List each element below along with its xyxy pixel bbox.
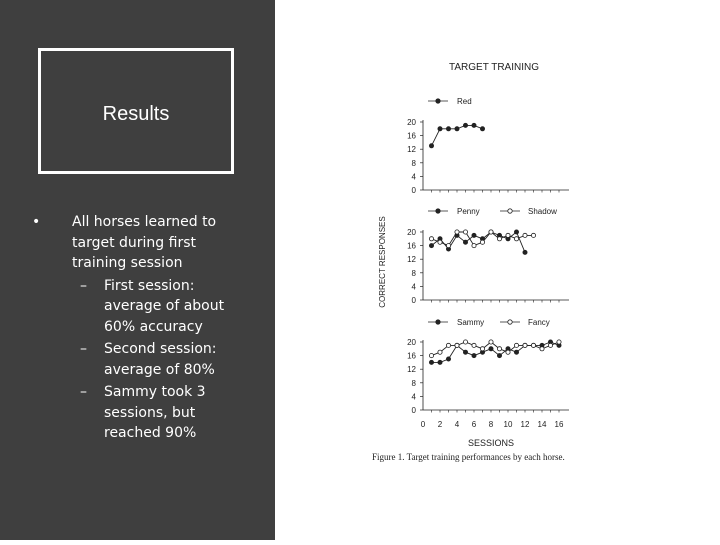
legend-label: Red — [457, 97, 472, 106]
data-point-red — [429, 144, 433, 148]
x-tick-label: 10 — [503, 420, 513, 429]
data-point-fancy — [514, 343, 518, 347]
data-point-penny — [514, 230, 518, 234]
x-tick-label: 16 — [554, 420, 564, 429]
x-tick-label: 0 — [420, 420, 426, 429]
legend-label: Fancy — [528, 318, 550, 327]
dash-icon: – — [80, 341, 87, 357]
dash-icon: – — [80, 277, 87, 294]
data-point-penny — [472, 233, 476, 237]
data-point-shadow — [463, 230, 467, 234]
x-tick-label: 6 — [471, 420, 477, 429]
y-tick-label: 8 — [411, 158, 416, 168]
y-tick-label: 4 — [411, 392, 416, 402]
data-point-fancy — [497, 347, 501, 351]
sub-bullet-text: Second session: average of 80% — [104, 341, 217, 378]
y-tick-label: 0 — [411, 296, 416, 305]
data-point-shadow — [506, 233, 510, 237]
data-point-shadow — [480, 240, 484, 244]
y-tick-label: 12 — [407, 145, 416, 155]
data-point-red — [446, 127, 450, 131]
x-tick-label: 14 — [537, 420, 547, 429]
data-point-sammy — [489, 347, 493, 351]
data-point-shadow — [446, 244, 450, 248]
data-point-sammy — [472, 354, 476, 358]
y-tick-label: 20 — [407, 228, 416, 237]
sub-bullet-item — [72, 339, 242, 380]
legend-label: Shadow — [528, 207, 557, 216]
slide-title: Results — [102, 103, 170, 125]
y-tick-label: 20 — [407, 338, 416, 347]
data-point-shadow — [531, 233, 535, 237]
data-point-shadow — [489, 230, 493, 234]
x-tick-label: 2 — [437, 420, 443, 429]
data-point-penny — [523, 250, 527, 254]
data-point-red — [463, 123, 467, 127]
data-point-shadow — [429, 237, 433, 241]
figure-caption: Figure 1. Target training performances by each horse. — [372, 452, 565, 462]
left-panel — [0, 0, 275, 540]
chart-title: TARGET TRAINING — [448, 62, 540, 73]
data-point-shadow — [455, 230, 459, 234]
legend-marker — [508, 209, 512, 213]
data-point-shadow — [438, 240, 442, 244]
data-point-fancy — [480, 347, 484, 351]
data-point-red — [472, 123, 476, 127]
y-tick-label: 16 — [407, 351, 416, 361]
data-point-fancy — [557, 340, 561, 344]
data-point-red — [438, 127, 442, 131]
y-tick-label: 8 — [411, 378, 416, 388]
series-line-penny — [432, 232, 526, 252]
data-point-shadow — [523, 233, 527, 237]
data-point-shadow — [472, 244, 476, 248]
data-point-sammy — [429, 360, 433, 364]
legend-label: Penny — [457, 207, 480, 216]
data-point-fancy — [455, 343, 459, 347]
x-axis-label: SESSIONS — [467, 438, 515, 448]
data-point-fancy — [506, 350, 510, 354]
bullet-list — [32, 212, 242, 444]
data-point-penny — [429, 244, 433, 248]
bullet-item — [32, 212, 242, 274]
data-point-fancy — [463, 340, 467, 344]
legend-label: Sammy — [457, 318, 485, 327]
data-point-fancy — [548, 343, 552, 347]
data-point-sammy — [497, 354, 501, 358]
data-point-red — [455, 127, 459, 131]
data-point-sammy — [514, 350, 518, 354]
legend-marker — [436, 320, 440, 324]
legend-marker — [436, 99, 440, 103]
y-tick-label: 8 — [411, 268, 416, 278]
x-tick-label: 8 — [488, 420, 494, 429]
data-point-fancy — [472, 343, 476, 347]
legend-marker — [508, 320, 512, 324]
y-tick-label: 4 — [411, 282, 416, 292]
y-tick-label: 16 — [407, 241, 416, 251]
x-tick-label: 12 — [520, 420, 530, 429]
y-tick-label: 12 — [407, 255, 416, 265]
y-tick-label: 4 — [411, 172, 416, 182]
data-point-fancy — [540, 347, 544, 351]
y-tick-label: 20 — [407, 118, 416, 127]
data-point-fancy — [531, 343, 535, 347]
sub-bullet-text: First session: average of about 60% accuracy — [104, 277, 225, 335]
dash-icon: – — [80, 384, 87, 400]
sub-bullet-item — [72, 276, 242, 338]
title-box — [38, 48, 234, 174]
y-axis-label: CORRECT RESPONSES — [378, 216, 387, 308]
sub-bullet-item — [72, 382, 242, 444]
data-point-sammy — [438, 360, 442, 364]
data-point-sammy — [446, 357, 450, 361]
y-tick-label: 0 — [411, 406, 416, 415]
data-point-shadow — [497, 237, 501, 241]
legend-marker — [436, 209, 440, 213]
sub-bullet-text: Sammy took 3 sessions, but reached 90% — [104, 384, 206, 441]
bullet-dot-icon: • — [32, 214, 41, 230]
x-tick-label: 4 — [454, 420, 460, 429]
data-point-shadow — [514, 237, 518, 241]
data-point-fancy — [446, 343, 450, 347]
data-point-fancy — [489, 340, 493, 344]
bullet-text: All horses learned to target during first training session — [72, 214, 217, 271]
data-point-red — [480, 127, 484, 131]
y-tick-label: 0 — [411, 186, 416, 195]
data-point-sammy — [463, 350, 467, 354]
data-point-fancy — [438, 350, 442, 354]
data-point-fancy — [429, 354, 433, 358]
y-tick-label: 16 — [407, 131, 416, 141]
y-tick-label: 12 — [407, 365, 416, 375]
data-point-penny — [463, 240, 467, 244]
data-point-fancy — [523, 343, 527, 347]
